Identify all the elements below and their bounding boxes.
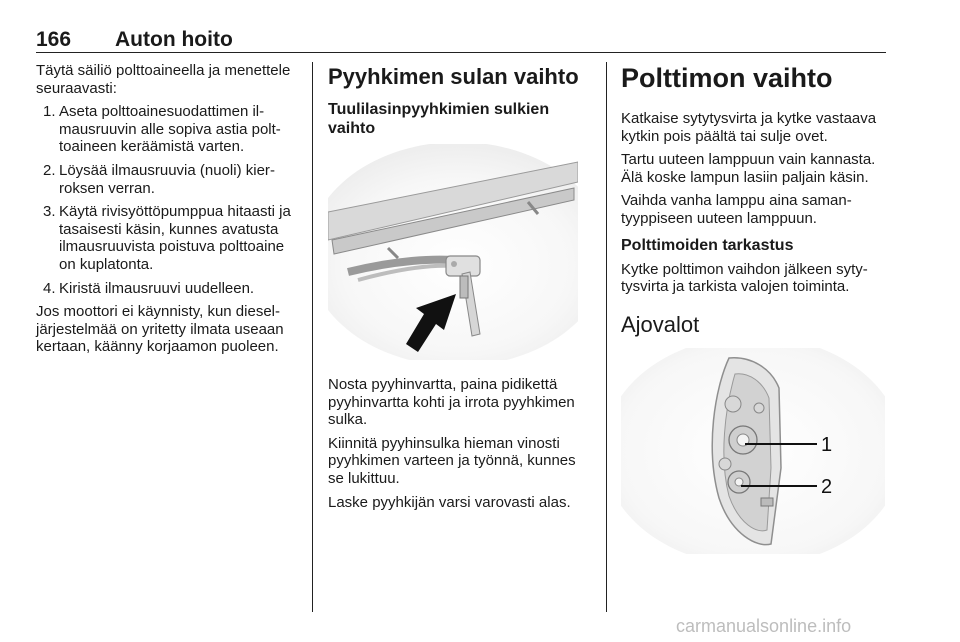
right-column: [621, 62, 891, 554]
section-heading-headlights: Ajovalot: [621, 311, 700, 337]
wiper-para-1: Nosta pyyhinvartta, paina pidikettä pyyhinvartta kohti ja irrota pyyhkimen sulka.: [328, 376, 575, 429]
bulb-check-text: Kytke polttimon vaihdon jälkeen sytytysvirta ja tarkista valojen toiminta.: [621, 260, 868, 296]
step-item: [36, 280, 302, 298]
step-number: 4.: [43, 279, 56, 297]
section-heading-wiper: Pyyhkimen sulan vaihto: [328, 64, 579, 89]
middle-column: [328, 62, 594, 517]
callout-1: 1: [821, 433, 833, 456]
step-text: Kiristä ilmausruuvi uudelleen.: [59, 279, 255, 297]
chapter-title: Auton hoito: [115, 28, 233, 51]
wiper-para-3: Laske pyyhkijän varsi varovasti alas.: [328, 493, 571, 511]
page-header: [36, 28, 886, 52]
step-item: [36, 162, 302, 197]
section-heading-bulb: Polttimon vaihto: [621, 63, 833, 93]
step-text: Käytä rivisyöttöpumppua hitaasti ja tasaisesti käsin, kunnes avatusta ilmausruuvista poistuva polttoaine on kuplatonta.: [59, 203, 291, 273]
step-number: 2.: [43, 161, 56, 179]
subsection-heading-wiper-blades: Tuulilasinpyyhkimien sulkien vaihto: [328, 101, 550, 137]
step-item: [36, 103, 302, 156]
column-divider-right: [606, 62, 607, 612]
diesel-note: Jos moottori ei käynnisty, kun dieseljärjestelmää on yritetty ilmata useaan kertaan, käänny korjaamon puoleen.: [36, 303, 284, 356]
bulb-para-1: Katkaise sytytysvirta ja kytke vastaava kytkin pois päältä tai sulje ovet.: [621, 110, 877, 145]
fuel-intro: Täytä säiliö polttoaineella ja menettele seuraavasti:: [36, 62, 291, 97]
header-rule: [36, 52, 886, 53]
page-number: 166: [36, 28, 72, 51]
subsection-heading-bulb-check: Polttimoiden tarkastus: [621, 236, 794, 254]
left-column: [36, 62, 302, 362]
callout-2: 2: [821, 475, 833, 498]
bulb-para-2: Tartu uuteen lamppuun vain kannasta. Älä koske lampun lasiin paljain käsin.: [621, 151, 876, 186]
step-item: [36, 203, 302, 273]
watermark-text: carmanualsonline.info: [676, 616, 852, 636]
bleeding-steps: [36, 103, 302, 297]
step-number: 3.: [43, 203, 56, 221]
wiper-blade-illustration: [328, 144, 578, 360]
wiper-para-2: Kiinnitä pyyhinsulka hieman vinosti pyyhkimen varteen ja työnnä, kunnes se lukittuu.: [328, 434, 576, 487]
headlight-illustration: [621, 348, 885, 554]
column-divider-left: [312, 62, 313, 612]
step-number: 1.: [43, 103, 56, 121]
step-text: Aseta polttoainesuodattimen ilmausruuvin alle sopiva astia polttoaineen keräämistä varten.: [59, 103, 281, 156]
bulb-para-3: Vaihda vanha lamppu aina samantyyppiseen uuteen lamppuun.: [621, 192, 852, 227]
step-text: Löysää ilmausruuvia (nuoli) kierroksen verran.: [59, 161, 275, 197]
